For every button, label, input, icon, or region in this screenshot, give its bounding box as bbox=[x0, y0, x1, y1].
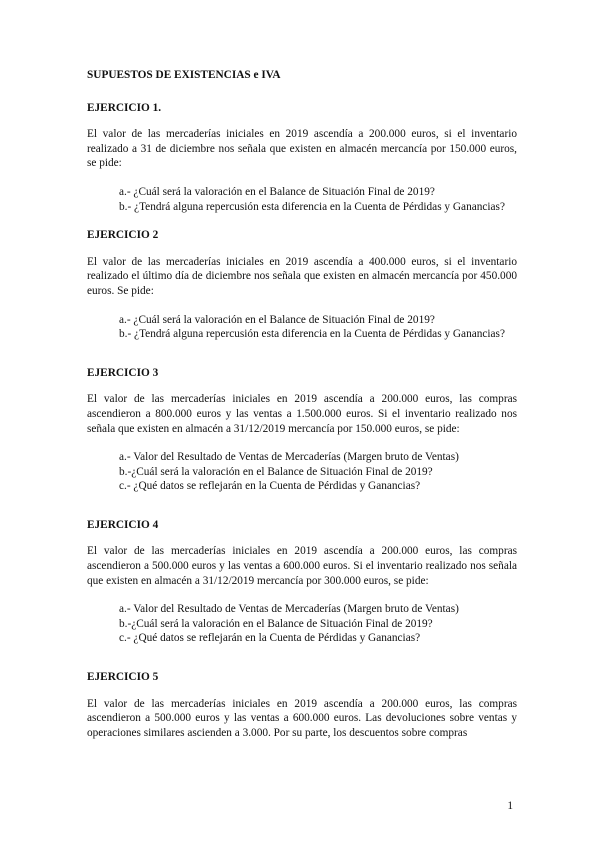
question-item: a.- ¿Cuál será la valoración en el Balance de Situación Final de 2019? bbox=[119, 313, 435, 326]
exercise-1 bbox=[87, 101, 517, 215]
exercise-paragraph: El valor de las mercaderías iniciales en 2019 ascendía a 200.000 euros, las compras ascendieron a 500.000 euros y las ventas a 600.000 euros. Si el inventario realizado nos señala que existen en almacén a 31/12/2019 mercancía por 300.000 euros, se pide: bbox=[87, 545, 517, 587]
exercise-paragraph: El valor de las mercaderías iniciales en 2019 ascendía a 200.000 euros, las compras ascendieron a 800.000 euros y las ventas a 1.500.000 euros. Si el inventario realizado nos señala que existen en almacén a 31/12/2019 mercancía por 150.000 euros, se pide: bbox=[87, 393, 517, 435]
page-content bbox=[87, 68, 517, 754]
question-item: b.-¿Cuál será la valoración en el Balance de Situación Final de 2019? bbox=[119, 617, 433, 630]
document-title: SUPUESTOS DE EXISTENCIAS e IVA bbox=[87, 69, 281, 81]
question-list bbox=[87, 313, 517, 342]
question-item: c.- ¿Qué datos se reflejarán en la Cuenta de Pérdidas y Ganancias? bbox=[119, 632, 421, 645]
exercise-heading: EJERCICIO 3 bbox=[87, 366, 159, 379]
exercise-heading: EJERCICIO 2 bbox=[87, 229, 159, 242]
question-item: a.- ¿Cuál será la valoración en el Balance de Situación Final de 2019? bbox=[119, 185, 435, 198]
exercise-paragraph: El valor de las mercaderías iniciales en 2019 ascendía a 200.000 euros, si el inventario realizado a 31 de diciembre nos señala que existen en almacén mercancía por 150.000 euros, se pide: bbox=[87, 128, 517, 170]
exercise-4 bbox=[87, 518, 517, 646]
question-item: b.- ¿Tendrá alguna repercusión esta diferencia en la Cuenta de Pérdidas y Ganancias? bbox=[119, 200, 505, 213]
exercise-2 bbox=[87, 228, 517, 342]
question-list bbox=[87, 185, 517, 214]
exercise-5 bbox=[87, 670, 517, 740]
exercise-heading: EJERCICIO 1. bbox=[87, 101, 162, 114]
question-item: c.- ¿Qué datos se reflejarán en la Cuenta de Pérdidas y Ganancias? bbox=[119, 480, 421, 493]
question-item: b.-¿Cuál será la valoración en el Balance de Situación Final de 2019? bbox=[119, 465, 433, 478]
exercise-3 bbox=[87, 366, 517, 494]
question-item: b.- ¿Tendrá alguna repercusión esta diferencia en la Cuenta de Pérdidas y Ganancias? bbox=[119, 328, 505, 341]
question-item: a.- Valor del Resultado de Ventas de Mercaderías (Margen bruto de Ventas) bbox=[119, 603, 459, 616]
exercise-heading: EJERCICIO 5 bbox=[87, 671, 159, 684]
exercise-heading: EJERCICIO 4 bbox=[87, 518, 159, 531]
question-list bbox=[87, 602, 517, 646]
exercise-paragraph: El valor de las mercaderías iniciales en 2019 ascendía a 400.000 euros, si el inventario realizado el último día de diciembre nos señala que existen en almacén mercancía por 450.000 euros. Se pide: bbox=[87, 255, 517, 297]
question-item: a.- Valor del Resultado de Ventas de Mercaderías (Margen bruto de Ventas) bbox=[119, 451, 459, 464]
exercise-paragraph: El valor de las mercaderías iniciales en 2019 ascendía a 200.000 euros, las compras ascendieron a 500.000 euros y las ventas a 600.000 euros. Las devoluciones sobre ventas y operaciones similares ascienden a 3.000. Por su parte, los descuentos sobre compras bbox=[87, 697, 517, 739]
question-list bbox=[87, 450, 517, 494]
page-number: 1 bbox=[507, 800, 513, 812]
